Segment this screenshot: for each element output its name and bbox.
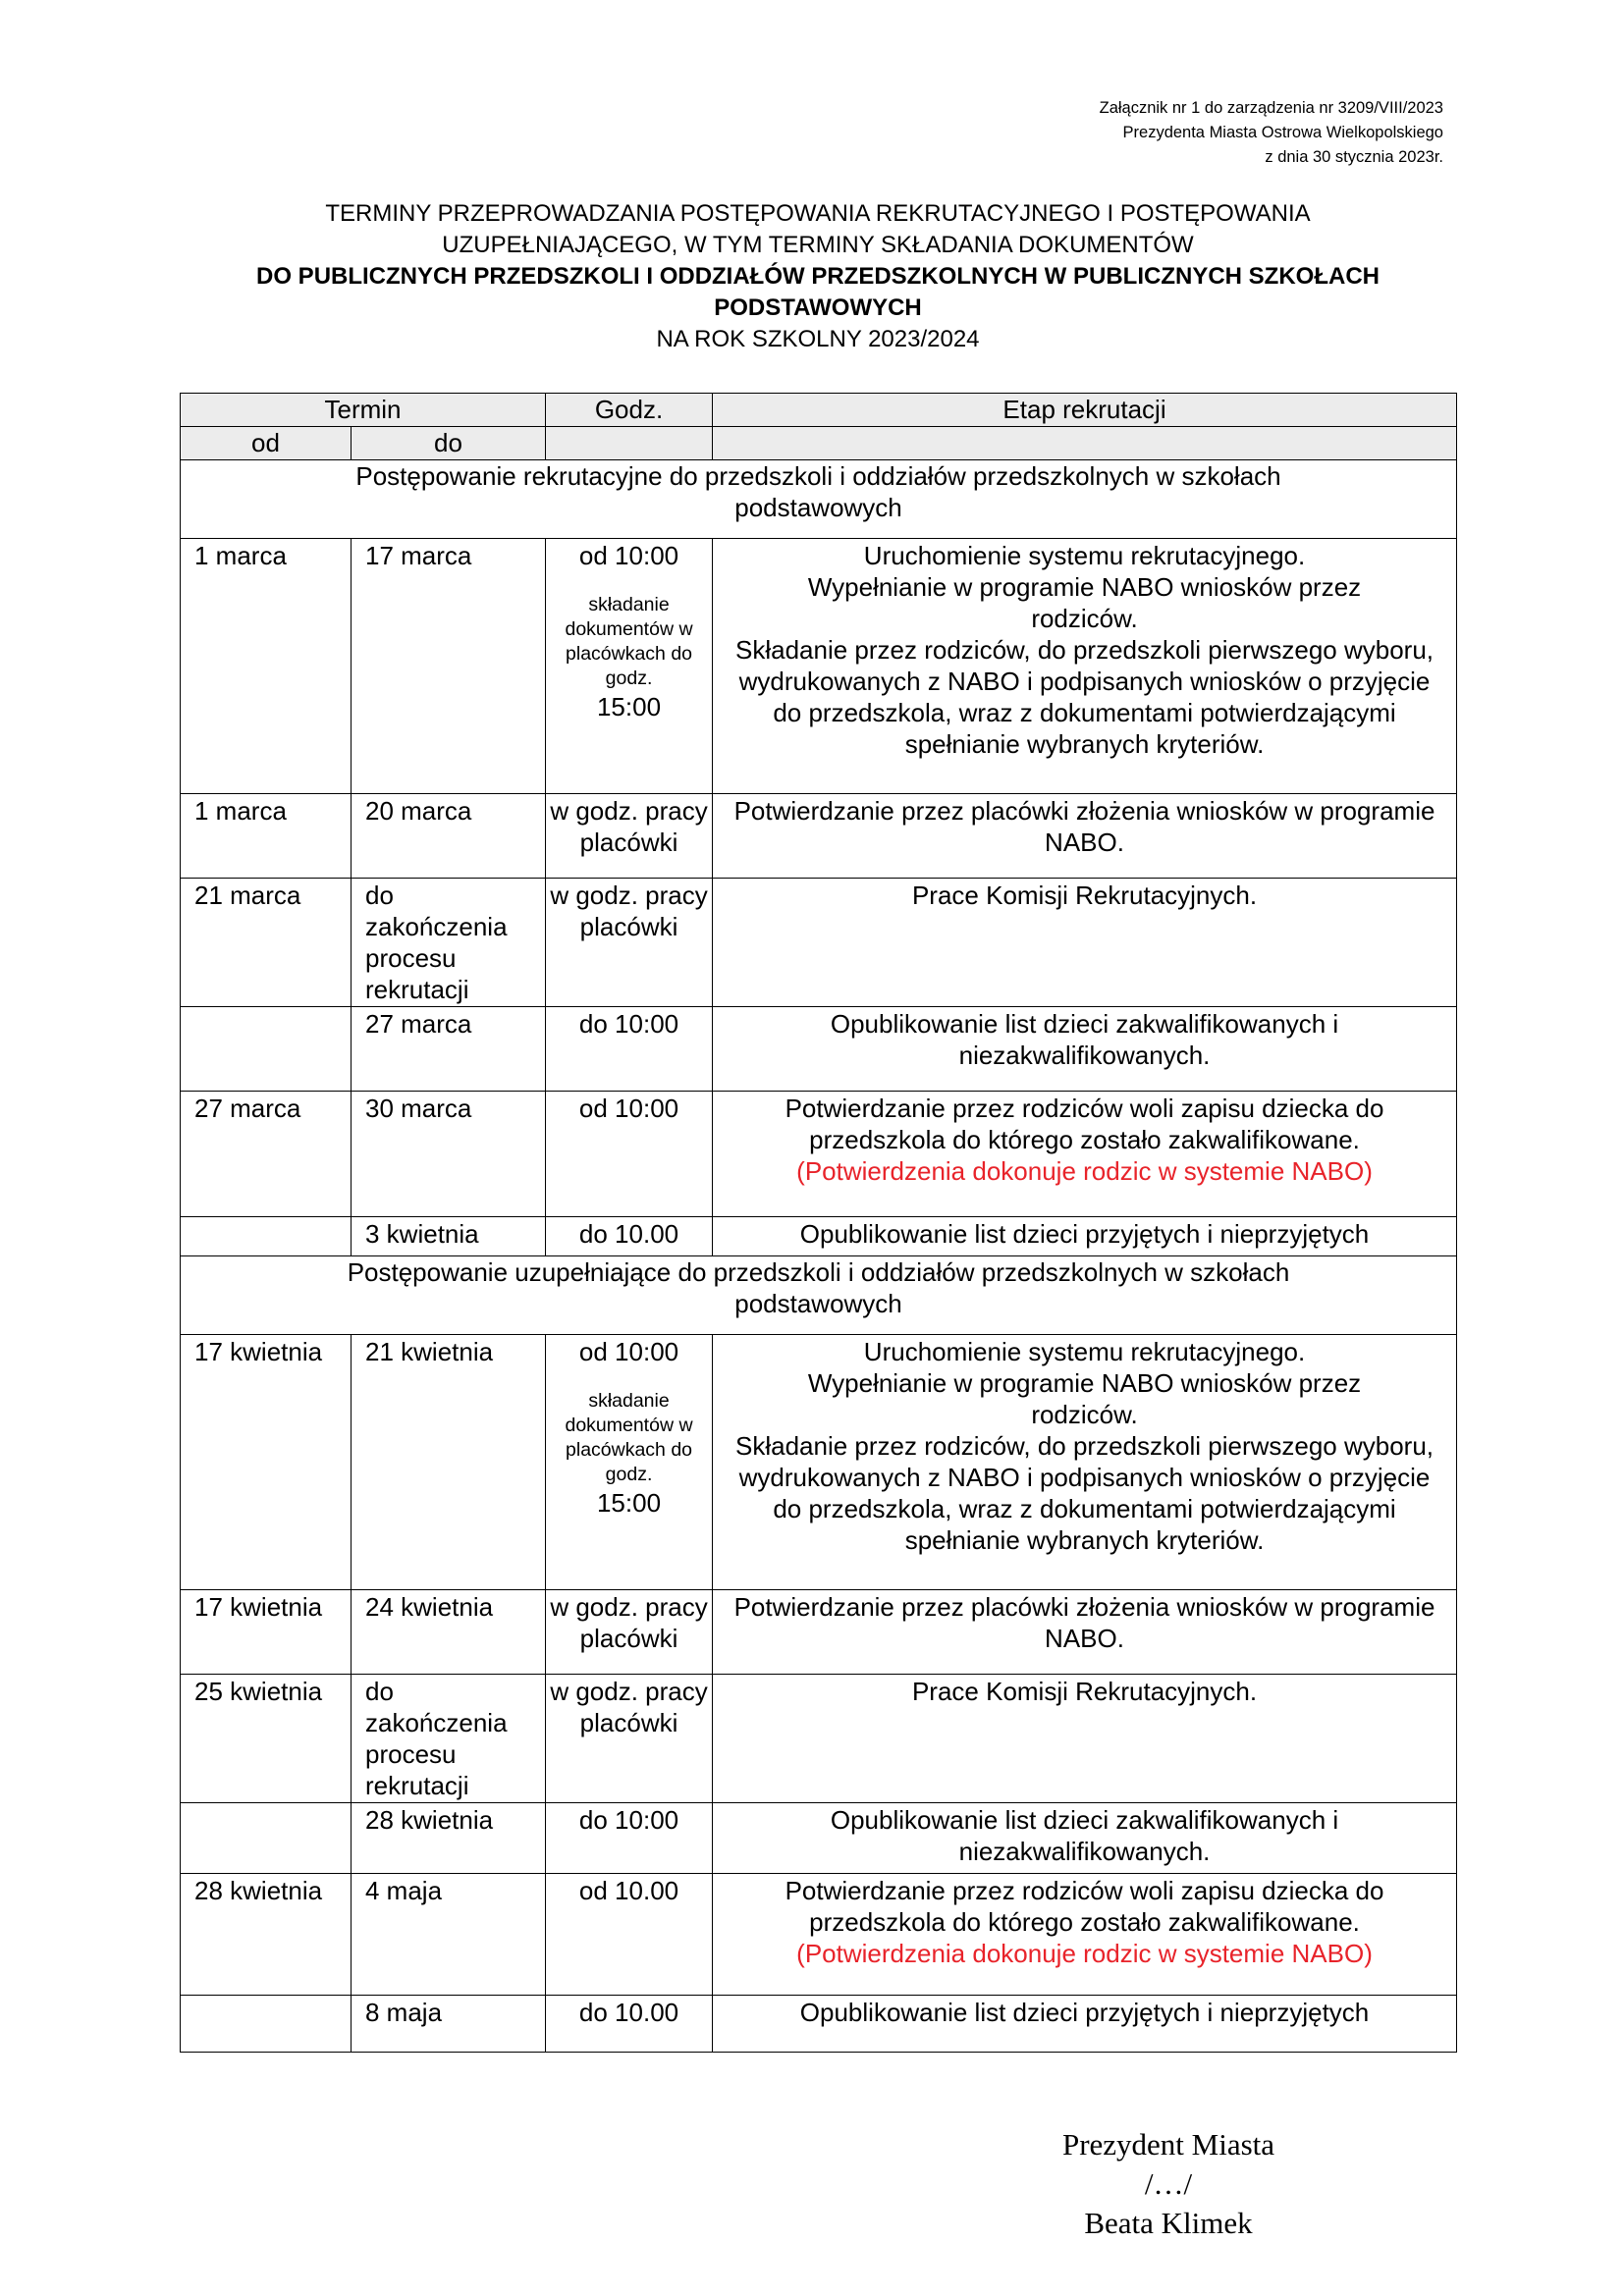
table-row bbox=[181, 1092, 1457, 1217]
cell-od: 17 kwietnia bbox=[181, 1590, 352, 1675]
table-row bbox=[181, 1335, 1457, 1590]
cell-do: 3 kwietnia bbox=[352, 1217, 546, 1256]
table-row bbox=[181, 1874, 1457, 1996]
cell-od: 21 marca bbox=[181, 879, 352, 1007]
godz-end: 15:00 bbox=[596, 692, 662, 721]
signature-line-2: /…/ bbox=[1144, 2166, 1193, 2201]
cell-etap: Opublikowanie list dzieci zakwalifikowanych i niezakwalifikowanych. bbox=[713, 1803, 1457, 1874]
section-title bbox=[181, 460, 1457, 539]
cell-godz: do 10:00 bbox=[546, 1007, 713, 1092]
cell-etap: Opublikowanie list dzieci przyjętych i nieprzyjętych bbox=[713, 1996, 1457, 2053]
cell-od: 25 kwietnia bbox=[181, 1675, 352, 1803]
table-row bbox=[181, 794, 1457, 879]
cell-godz: od 10:00 bbox=[546, 1092, 713, 1217]
header-etap-empty bbox=[713, 427, 1457, 460]
godz-time: od 10:00 bbox=[578, 541, 679, 570]
etap-text-1: Uruchomienie systemu rekrutacyjnego. bbox=[863, 1337, 1306, 1366]
cell-od: 17 kwietnia bbox=[181, 1335, 352, 1590]
title-line-3: DO PUBLICZNYCH PRZEDSZKOLI I ODDZIAŁÓW PRZEDSZKOLNYCH W PUBLICZNYCH SZKOŁACH bbox=[256, 263, 1380, 290]
document-title bbox=[180, 198, 1456, 355]
table-row bbox=[181, 879, 1457, 1007]
cell-godz: od 10.00 bbox=[546, 1874, 713, 1996]
signature-line-1: Prezydent Miasta bbox=[1061, 2127, 1275, 2162]
table-row bbox=[181, 1590, 1457, 1675]
cell-do: do zakończenia procesu rekrutacji bbox=[352, 879, 546, 1007]
schedule-table bbox=[180, 393, 1457, 2053]
header-etap: Etap rekrutacji bbox=[713, 394, 1457, 427]
header-godz-empty bbox=[546, 427, 713, 460]
cell-do: 17 marca bbox=[352, 539, 546, 794]
cell-od: 1 marca bbox=[181, 794, 352, 879]
header-row-sub bbox=[181, 427, 1457, 460]
attachment-line-2: Prezydenta Miasta Ostrowa Wielkopolskiego bbox=[1122, 124, 1443, 141]
signature-block bbox=[1021, 2125, 1316, 2243]
title-line-5: NA ROK SZKOLNY 2023/2024 bbox=[656, 326, 980, 352]
cell-do: 20 marca bbox=[352, 794, 546, 879]
cell-do: 21 kwietnia bbox=[352, 1335, 546, 1590]
table-row bbox=[181, 1217, 1457, 1256]
etap-text-2: Wypełnianie w programie NABO wniosków przez rodziców. bbox=[807, 572, 1362, 633]
cell-od: 1 marca bbox=[181, 539, 352, 794]
title-line-4: PODSTAWOWYCH bbox=[714, 294, 922, 321]
cell-etap bbox=[713, 1092, 1457, 1217]
cell-godz bbox=[546, 1335, 713, 1590]
cell-od bbox=[181, 1996, 352, 2053]
etap-text-2: Wypełnianie w programie NABO wniosków przez rodziców. bbox=[807, 1368, 1362, 1429]
section-title-line-1: Postępowanie uzupełniające do przedszkoli i oddziałów przedszkolnych w szkołach bbox=[347, 1257, 1290, 1287]
etap-note: (Potwierdzenia dokonuje rodzic w systemie NABO) bbox=[796, 1156, 1373, 1186]
cell-etap: Potwierdzanie przez placówki złożenia wniosków w programie NABO. bbox=[713, 1590, 1457, 1675]
title-line-2: UZUPEŁNIAJĄCEGO, W TYM TERMINY SKŁADANIA DOKUMENTÓW bbox=[442, 232, 1194, 258]
cell-godz bbox=[546, 539, 713, 794]
cell-od: 28 kwietnia bbox=[181, 1874, 352, 1996]
header-od: od bbox=[181, 427, 352, 460]
cell-etap: Opublikowanie list dzieci przyjętych i nieprzyjętych bbox=[713, 1217, 1457, 1256]
etap-text: Potwierdzanie przez rodziców woli zapisu dziecka do przedszkola do którego zostało zakwalifikowane. bbox=[785, 1876, 1384, 1937]
godz-time: od 10:00 bbox=[578, 1337, 679, 1366]
cell-etap bbox=[713, 539, 1457, 794]
cell-do: 28 kwietnia bbox=[352, 1803, 546, 1874]
etap-text-3: Składanie przez rodziców, do przedszkoli pierwszego wyboru, wydrukowanych z NABO i podpisanych wniosków o przyjęcie do przedszkola, wraz z dokumentami potwierdzającymi spełnianie wybranych kryteriów. bbox=[735, 1431, 1435, 1555]
etap-note: (Potwierdzenia dokonuje rodzic w systemie NABO) bbox=[796, 1939, 1373, 1968]
section-title-line-2: podstawowych bbox=[734, 493, 902, 522]
table-row bbox=[181, 1803, 1457, 1874]
attachment-line-1: Załącznik nr 1 do zarządzenia nr 3209/VIII/2023 bbox=[1099, 99, 1443, 117]
cell-godz: w godz. pracy placówki bbox=[546, 879, 713, 1007]
cell-do: 4 maja bbox=[352, 1874, 546, 1996]
cell-etap: Prace Komisji Rekrutacyjnych. bbox=[713, 879, 1457, 1007]
section-title bbox=[181, 1256, 1457, 1335]
cell-godz: do 10.00 bbox=[546, 1996, 713, 2053]
table-row bbox=[181, 1675, 1457, 1803]
godz-note: składanie dokumentów w placówkach do godz. bbox=[565, 594, 693, 689]
section-title-line-2: podstawowych bbox=[734, 1289, 902, 1318]
cell-etap: Prace Komisji Rekrutacyjnych. bbox=[713, 1675, 1457, 1803]
cell-godz: do 10:00 bbox=[546, 1803, 713, 1874]
cell-do: 30 marca bbox=[352, 1092, 546, 1217]
section-title-line-1: Postępowanie rekrutacyjne do przedszkoli i oddziałów przedszkolnych w szkołach bbox=[355, 461, 1281, 491]
header-godz: Godz. bbox=[546, 394, 713, 427]
cell-godz: w godz. pracy placówki bbox=[546, 1590, 713, 1675]
section-recruitment bbox=[181, 460, 1457, 539]
cell-godz: do 10.00 bbox=[546, 1217, 713, 1256]
etap-text-1: Uruchomienie systemu rekrutacyjnego. bbox=[863, 541, 1306, 570]
attachment-note bbox=[1100, 96, 1443, 170]
attachment-line-3: z dnia 30 stycznia 2023r. bbox=[1265, 148, 1443, 166]
etap-text-3: Składanie przez rodziców, do przedszkoli pierwszego wyboru, wydrukowanych z NABO i podpisanych wniosków o przyjęcie do przedszkola, wraz z dokumentami potwierdzającymi spełnianie wybranych kryteriów. bbox=[735, 635, 1435, 759]
table-row bbox=[181, 1007, 1457, 1092]
title-line-1: TERMINY PRZEPROWADZANIA POSTĘPOWANIA REKRUTACYJNEGO I POSTĘPOWANIA bbox=[325, 200, 1311, 227]
cell-do: 24 kwietnia bbox=[352, 1590, 546, 1675]
cell-etap: Potwierdzanie przez placówki złożenia wniosków w programie NABO. bbox=[713, 794, 1457, 879]
signature-line-3: Beata Klimek bbox=[1084, 2206, 1253, 2240]
table-row bbox=[181, 1996, 1457, 2053]
cell-do: 8 maja bbox=[352, 1996, 546, 2053]
cell-od bbox=[181, 1803, 352, 1874]
godz-end: 15:00 bbox=[596, 1488, 662, 1518]
cell-do: do zakończenia procesu rekrutacji bbox=[352, 1675, 546, 1803]
header-termin: Termin bbox=[181, 394, 546, 427]
cell-godz: w godz. pracy placówki bbox=[546, 1675, 713, 1803]
cell-etap bbox=[713, 1874, 1457, 1996]
cell-od bbox=[181, 1217, 352, 1256]
etap-text: Potwierdzanie przez rodziców woli zapisu dziecka do przedszkola do którego zostało zakwalifikowane. bbox=[785, 1094, 1384, 1154]
cell-od: 27 marca bbox=[181, 1092, 352, 1217]
cell-godz: w godz. pracy placówki bbox=[546, 794, 713, 879]
cell-etap bbox=[713, 1335, 1457, 1590]
godz-note: składanie dokumentów w placówkach do godz. bbox=[565, 1390, 693, 1485]
cell-do: 27 marca bbox=[352, 1007, 546, 1092]
header-row-main bbox=[181, 394, 1457, 427]
cell-od bbox=[181, 1007, 352, 1092]
header-do: do bbox=[352, 427, 546, 460]
section-supplementary bbox=[181, 1256, 1457, 1335]
cell-etap: Opublikowanie list dzieci zakwalifikowanych i niezakwalifikowanych. bbox=[713, 1007, 1457, 1092]
table-row bbox=[181, 539, 1457, 794]
